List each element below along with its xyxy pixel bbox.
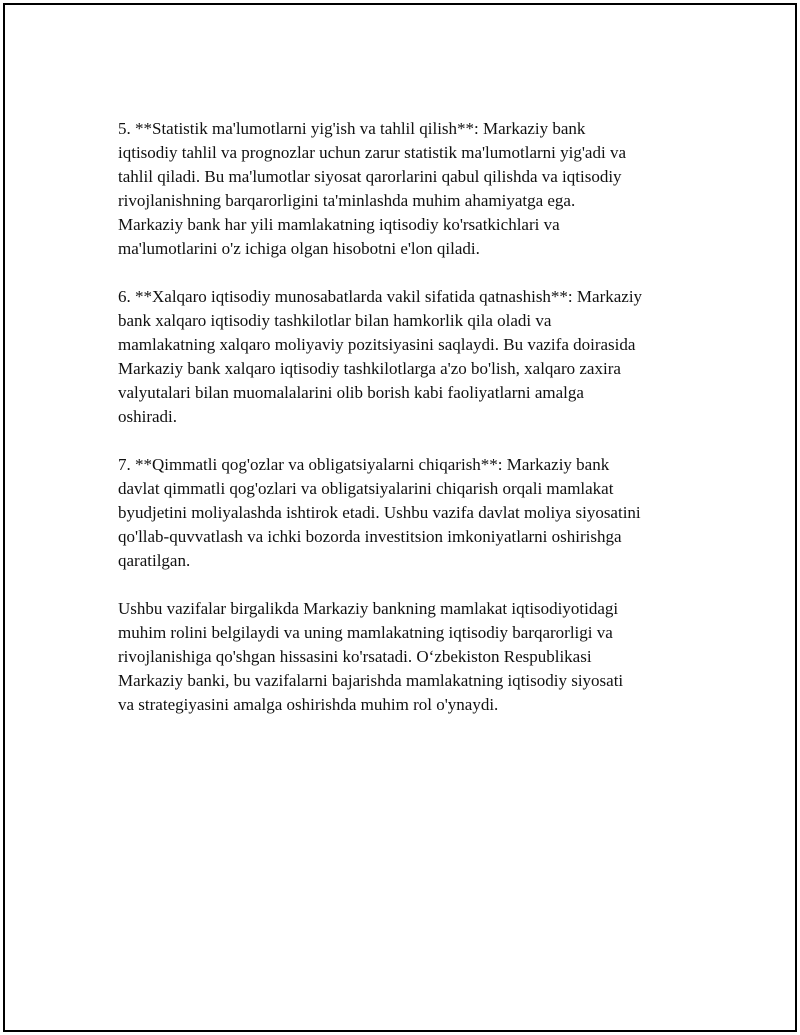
paragraph-line: Ushbu vazifalar birgalikda Markaziy bankning mamlakat iqtisodiyotidagi — [118, 599, 619, 618]
paragraph-line: davlat qimmatli qog'ozlari va obligatsiyalarini chiqarish orqali mamlakat — [118, 479, 614, 498]
paragraph-line: 6. **Xalqaro iqtisodiy munosabatlarda vakil sifatida qatnashish**: Markaziy — [118, 287, 643, 306]
paragraph-line: va strategiyasini amalga oshirishda muhim rol o'ynaydi. — [118, 695, 499, 714]
paragraph-conclusion — [118, 597, 758, 717]
paragraph-line: 5. **Statistik ma'lumotlarni yig'ish va tahlil qilish**: Markaziy bank — [118, 119, 586, 138]
paragraph-line: muhim rolini belgilaydi va uning mamlakatning iqtisodiy barqarorligi va — [118, 623, 613, 642]
paragraph-line: bank xalqaro iqtisodiy tashkilotlar bilan hamkorlik qila oladi va — [118, 311, 552, 330]
paragraph-line: Markaziy bank har yili mamlakatning iqtisodiy ko'rsatkichlari va — [118, 215, 560, 234]
paragraph-line: Markaziy bank xalqaro iqtisodiy tashkilotlarga a'zo bo'lish, xalqaro zaxira — [118, 359, 621, 378]
paragraph-line: qaratilgan. — [118, 551, 191, 570]
document-body — [118, 117, 758, 741]
paragraph-line: rivojlanishning barqarorligini ta'minlashda muhim ahamiyatga ega. — [118, 191, 576, 210]
paragraph-line: byudjetini moliyalashda ishtirok etadi. Ushbu vazifa davlat moliya siyosatini — [118, 503, 641, 522]
paragraph-line: oshiradi. — [118, 407, 178, 426]
paragraph-international-relations — [118, 285, 758, 429]
paragraph-securities — [118, 453, 758, 573]
paragraph-line: ma'lumotlarini o'z ichiga olgan hisobotni e'lon qiladi. — [118, 239, 480, 258]
paragraph-line: Markaziy banki, bu vazifalarni bajarishda mamlakatning iqtisodiy siyosati — [118, 671, 624, 690]
paragraph-line: tahlil qiladi. Bu ma'lumotlar siyosat qarorlarini qabul qilishda va iqtisodiy — [118, 167, 622, 186]
paragraph-statistics — [118, 117, 758, 261]
paragraph-line: valyutalari bilan muomalalarini olib borish kabi faoliyatlarni amalga — [118, 383, 584, 402]
paragraph-line: 7. **Qimmatli qog'ozlar va obligatsiyalarni chiqarish**: Markaziy bank — [118, 455, 610, 474]
paragraph-line: iqtisodiy tahlil va prognozlar uchun zarur statistik ma'lumotlarni yig'adi va — [118, 143, 626, 162]
paragraph-line: mamlakatning xalqaro moliyaviy pozitsiyasini saqlaydi. Bu vazifa doirasida — [118, 335, 636, 354]
paragraph-line: qo'llab-quvvatlash va ichki bozorda investitsion imkoniyatlarni oshirishga — [118, 527, 622, 546]
paragraph-line: rivojlanishiga qo'shgan hissasini ko'rsatadi. O‘zbekiston Respublikasi — [118, 647, 592, 666]
